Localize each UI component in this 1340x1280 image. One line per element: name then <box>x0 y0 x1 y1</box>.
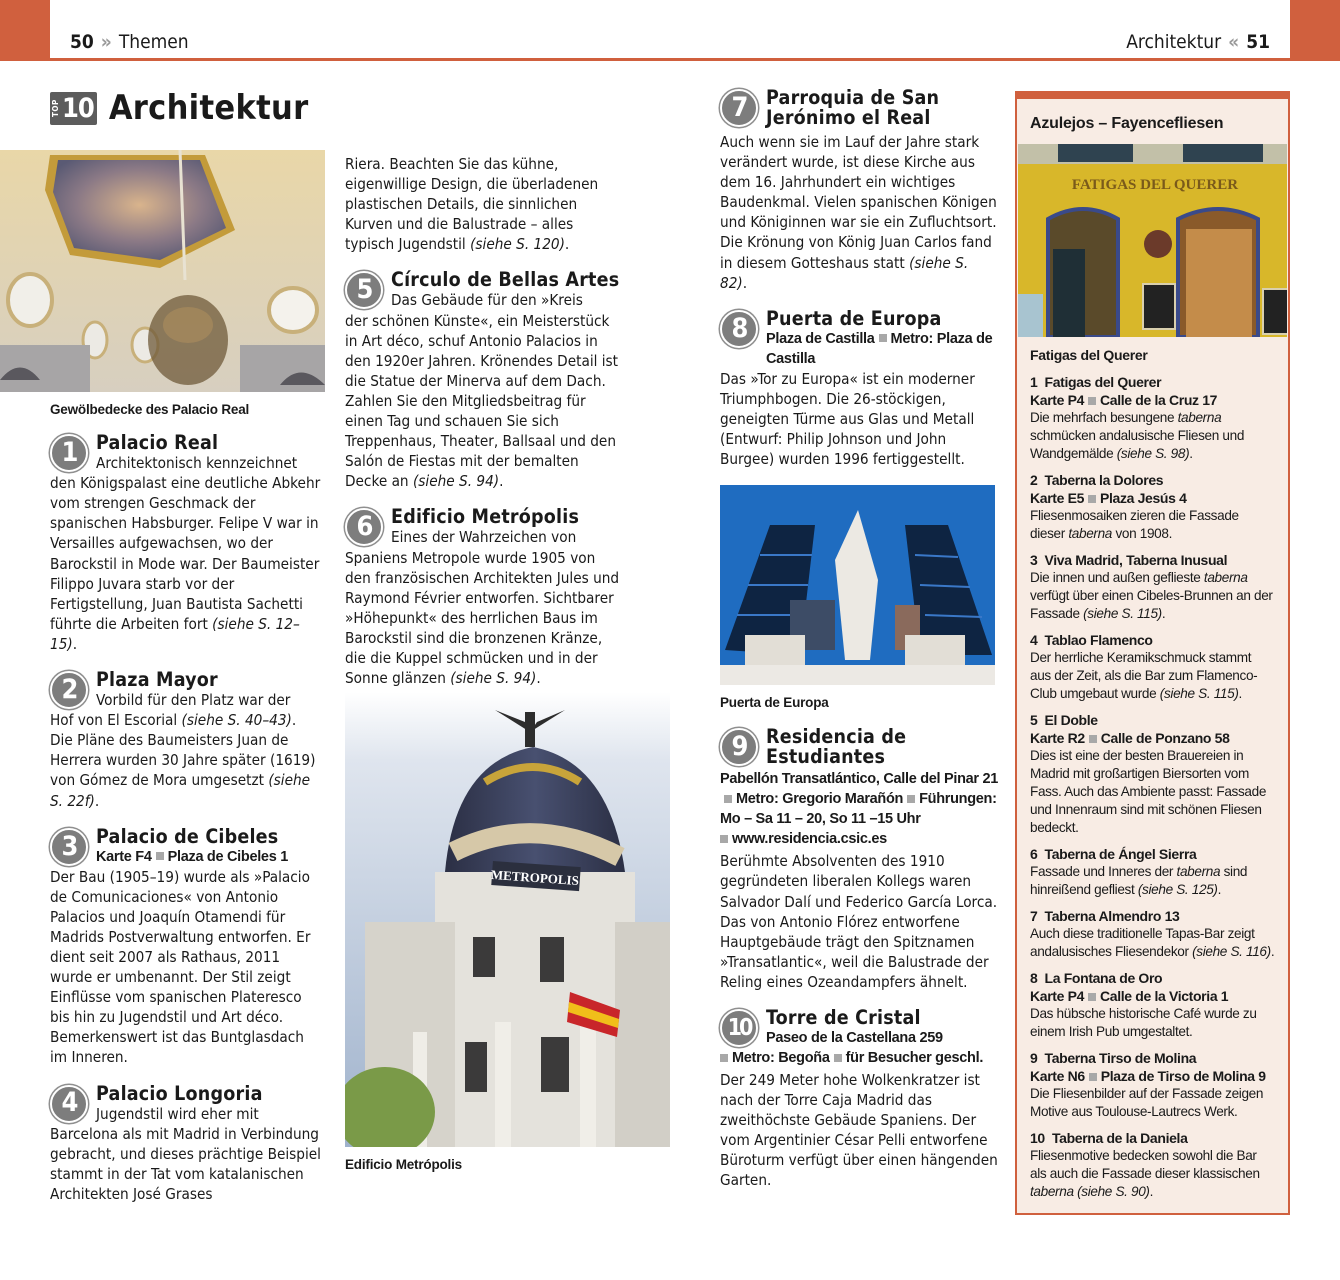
entry-2 <box>50 670 322 811</box>
section-name-left: Themen <box>118 31 189 53</box>
bullet-square-icon <box>720 835 728 843</box>
header-rule <box>50 58 1290 61</box>
photo-fatigas-del-querer <box>1018 144 1287 337</box>
top10-badge-icon: TOP 10 <box>50 92 97 125</box>
column-1 <box>50 150 322 1204</box>
column-2 <box>345 154 620 1175</box>
number-7-icon: 7 <box>720 89 758 127</box>
sidebar-item-9: 9 Taberna Tirso de Molina Karte N6 Plaza de Tirso de Molina 9 Die Fliesenbilder auf der Fassade zeigen Motive aus Toulouse-Lautrecs Werk. <box>1030 1050 1266 1119</box>
sidebar-list <box>1030 373 1275 1201</box>
bullet-square-icon <box>834 1054 842 1062</box>
entry-body: Berühmte Absolventen des 1910 gegründeten liberalen Kollegs waren Salvador Dalí und Federico García Lorca. Das von Antonio Flórez entworfene Hauptgebäude trägt den Spitznamen »Transatlantic«, weil die Balustrade der Reling eines Ozeandampfers ähnelt. <box>720 852 998 991</box>
entry-meta: Pabellón Transatlántico, Calle del Pinar 21Metro: Gregorio Marañón Führungen: Mo – Sa 11 – 20, So 11 –15 Uhr www.residencia.csic.es <box>720 771 999 848</box>
entry-body: Das »Tor zu Europa« ist ein moderner Triumphbogen. Die 26-stöckigen, geneigten Türme aus Glas und Metall (Entwurf: Philip Johnson und John Burgee) wurden 1996 fertiggestellt. <box>720 369 975 469</box>
page-title-text: Architektur <box>108 88 309 128</box>
entry-title: Palacio Real <box>96 431 219 455</box>
number-10-icon: 10 <box>720 1009 758 1047</box>
entry-body: Auch wenn sie im Lauf der Jahre stark verändert wurde, ist diese Kirche aus dem 16. Jahrhundert ein wichtiges Baudenkmal. Vielen spanischen Königen und Königinnen war sie ein Zufluchtsort. Die Krönung von König Juan Carlos fand in diesem Gotteshaus statt (siehe S. 82). <box>720 133 997 292</box>
bullet-square-icon <box>724 795 732 803</box>
number-2-icon: 2 <box>50 671 88 709</box>
sidebar-item-2: 2 Taberna la Dolores Karte E5 Plaza Jesús 4 Fliesenmosaiken zieren die Fassade dieser taberna von 1908. <box>1030 472 1239 541</box>
entry-first-line: Eines der Wahrzeichen von <box>391 528 577 547</box>
sidebar-box-azulejos <box>1015 91 1290 1215</box>
sidebar-item-4: 4 Tablao Flamenco Der herrliche Keramikschmuck stammt aus der Zeit, als die Bar zum Flamenco-Club umgebaut wurde (siehe S. 115). <box>1030 632 1258 701</box>
sidebar-item-7: 7 Taberna Almendro 13 Auch diese traditionelle Tapas-Bar zeigt andalusisches Fliesendekor (siehe S. 116). <box>1030 908 1275 959</box>
entry-title: Palacio de Cibeles <box>96 824 279 848</box>
bullet-square-icon <box>1089 735 1097 743</box>
entry-10 <box>720 1005 998 1191</box>
number-3-icon: 3 <box>50 828 88 866</box>
column-3 <box>720 88 998 1191</box>
number-8-icon: 8 <box>720 310 758 348</box>
entry-title: Palacio Longoria <box>96 1081 263 1105</box>
double-chevron-left-icon: « <box>1228 31 1240 53</box>
entry-title: Plaza Mayor <box>96 668 218 692</box>
number-1-icon: 1 <box>50 434 88 472</box>
entry-body: Der Bau (1905–19) wurde als »Palacio de Comunicaciones« von Antonio Palacios und Joaquín Otamendi für Madrids Postverwaltung entworfen. Er dient seit 2007 als Rathaus, 2011 wurde er umbenannt. Der Stil zeigt Einflüsse vom spanischen Plateresco bis hin zu Jugendstil und Art déco. Bemerkenswert ist das Buntglasdach im Inneren. <box>50 867 311 1067</box>
section-name-right: Architektur <box>1126 31 1222 53</box>
entry-first-line: Vorbild für den Platz war der <box>96 691 291 710</box>
bullet-square-icon <box>1088 495 1096 503</box>
entry-1 <box>50 433 322 654</box>
website-link[interactable]: www.residencia.csic.es <box>732 831 887 848</box>
entry-title: Parroquia de San Jerónimo el Real <box>766 86 940 129</box>
photo-caption: Puerta de Europa <box>720 695 829 711</box>
entry-3 <box>50 824 322 1068</box>
entry-body: Spaniens Metropole wurde 1905 von den französischen Architekten Jules und Raymond Février entworfen. Sichtbarer »Höhepunkt« des herrlichen Baus im Barockstil sind die bronzenen Kränze, die die Kuppel schmücken und in der Sonne glänzen (siehe S. 94). <box>345 548 620 688</box>
sidebar-item-3: 3 Viva Madrid, Taberna Inusual Die innen und außen geflieste taberna verfügt über einen Cibeles-Brunnen an der Fassade (siehe S. 115). <box>1030 552 1273 621</box>
bullet-square-icon <box>907 795 915 803</box>
entry-title: Puerta de Europa <box>766 306 942 330</box>
entry-first-line: Das Gebäude für den »Kreis <box>391 291 583 310</box>
entry-body: Barcelona als mit Madrid in Verbindung gebracht, und dieses prächtige Beispiel stammt in der Tat vom katalanischen Architekten José Grases <box>50 1124 321 1203</box>
entry-7 <box>720 88 998 293</box>
sidebar-item-1: 1 Fatigas del Querer Karte P4 Calle de la Cruz 17 Die mehrfach besungene taberna schmücken andalusische Fliesen und Wandgemälde (siehe S. 98). <box>1030 374 1245 461</box>
entry-5 <box>345 270 620 491</box>
photo-caption: Gewölbedecke des Palacio Real <box>50 402 250 417</box>
bullet-square-icon <box>1089 1073 1097 1081</box>
bullet-square-icon <box>879 334 887 342</box>
sidebar-item-8: 8 La Fontana de Oro Karte P4 Calle de la Victoria 1 Das hübsche historische Café wurde zu einem Irish Pub umgestaltet. <box>1030 970 1257 1039</box>
entry-6 <box>345 507 620 688</box>
page-tab-right <box>1290 0 1340 61</box>
number-5-icon: 5 <box>345 271 383 309</box>
sidebar-item-5: 5 El Doble Karte R2 Calle de Ponzano 58 Dies ist eine der besten Brauereien in Madrid mit großartigen Biersorten vom Fass. Auch das Ambiente passt: Fassade und Innenraum sind mit schönen Fliesen bedeckt. <box>1030 712 1267 835</box>
entry-title: Edificio Metrópolis <box>391 505 580 529</box>
bullet-square-icon <box>1088 397 1096 405</box>
entry-meta: Karte F4 Plaza de Cibeles 1 <box>96 848 288 865</box>
photo-caption: Edificio Metrópolis <box>345 1157 462 1173</box>
entry-9 <box>720 727 998 992</box>
entry-title: Residencia de Estudiantes <box>766 725 907 769</box>
photo-puerta-de-europa <box>720 485 995 685</box>
bullet-square-icon <box>1088 993 1096 1001</box>
sidebar-item-6: 6 Taberna de Ángel Sierra Fassade und Inneres der taberna sind hinreißend gefliest (siehe S. 125). <box>1030 846 1248 897</box>
entry-body: Hof von El Escorial (siehe S. 40–43). Die Pläne des Baumeisters Juan de Herrera wurden 30 Jahre später (1619) von Gómez de Mora umgesetzt (siehe S. 22f). <box>50 711 316 810</box>
entry-meta: Metro: Begoña für Besucher geschl. <box>720 1048 998 1068</box>
bullet-square-icon <box>720 1054 728 1062</box>
entry-first-line: Architektonisch kennzeichnet <box>96 454 298 473</box>
entry-title: Círculo de Bellas Artes <box>391 268 620 292</box>
photo-caption: Fatigas del Querer <box>1030 347 1148 363</box>
bullet-square-icon <box>156 852 164 860</box>
entry-first-line: Jugendstil wird eher mit <box>96 1104 259 1123</box>
entry-body: der schönen Künste«, ein Meisterstück in Art déco, schuf Antonio Palacios in den 1920er Jahren. Krönendes Detail ist die Statue der Minerva auf dem Dach. Zahlen Sie den Mitgliedsbeitrag für einen Tag und schauen Sie sich Treppenhaus, Theater, Ballsaal und den Salón de Fiestas mit der bemalten Decke an (siehe S. 94). <box>345 311 619 491</box>
entry-4 <box>50 1081 322 1204</box>
entry-title: Torre de Cristal <box>766 1005 921 1029</box>
entry-8 <box>720 306 998 469</box>
entry-meta: Plaza de Castilla Metro: Plaza de Castilla <box>766 330 993 367</box>
running-header-left <box>70 31 189 53</box>
svg-text:FATIGAS DEL QUERER: FATIGAS DEL QUERER <box>1071 177 1239 193</box>
entry-body: Der 249 Meter hohe Wolkenkratzer ist nach der Torre Caja Madrid das zweithöchste Gebäude Spaniens. Der vom Argentinier César Pelli entworfene Büroturm verfügt über einen hängenden Garten. <box>720 1070 998 1190</box>
number-6-icon: 6 <box>345 508 383 546</box>
page-title <box>50 88 308 128</box>
page-number-left: 50 <box>70 31 94 53</box>
running-header-right <box>1126 31 1270 53</box>
number-4-icon: 4 <box>50 1085 88 1123</box>
svg-text:METROPOLIS: METROPOLIS <box>490 867 580 889</box>
photo-palacio-real <box>0 150 325 392</box>
number-9-icon: 9 <box>720 728 758 766</box>
entry-meta: Paseo de la Castellana 259 <box>766 1029 943 1046</box>
photo-edificio-metropolis <box>345 692 670 1147</box>
sidebar-title: Azulejos – Fayencefliesen <box>1030 115 1224 132</box>
sidebar-item-10: 10 Taberna de la Daniela Fliesenmotive bedecken sowohl die Bar als auch die Fassade dieser klassischen taberna (siehe S. 90). <box>1030 1130 1260 1199</box>
double-chevron-right-icon: » <box>100 31 112 53</box>
page-number-right: 51 <box>1246 31 1270 53</box>
entry-4-continued: Riera. Beachten Sie das kühne, eigenwillige Design, die überladenen plastischen Details, die sinnlichen Kurven und die Balustrade – alles typisch Jugendstil (siehe S. 120). <box>345 155 599 254</box>
entry-body: den Königspalast eine deutliche Abkehr vom strengen Geschmack der spanischen Habsburger. Felipe V war in Versailles aufgewachsen, wo der Barockstil in Mode war. Der Baumeister Filippo Juvara starb vor der Fertigstellung, Juan Bautista Sachetti führte die Arbeiten fort (siehe S. 12–15). <box>50 474 321 653</box>
page-tab-left <box>0 0 50 61</box>
